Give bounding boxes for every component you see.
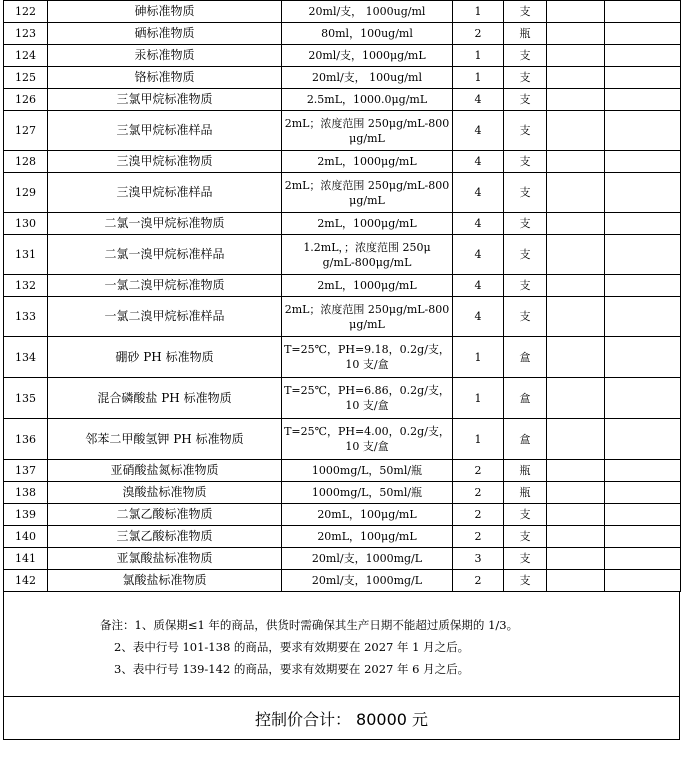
spec-line: 20mL，100μg/mL [317, 530, 417, 543]
quantity-cell: 2 [453, 482, 504, 504]
unit-cell: 盒 [504, 419, 547, 460]
spec-cell [282, 378, 453, 419]
table-row [4, 151, 681, 173]
empty-cell [547, 504, 605, 526]
table-row [4, 378, 681, 419]
spec-cell [282, 337, 453, 378]
quantity-cell: 4 [453, 111, 504, 151]
row-number-cell: 131 [4, 235, 48, 275]
product-name-cell: 三氯乙酸标准物质 [48, 526, 282, 548]
unit-cell: 支 [504, 151, 547, 173]
unit-cell: 支 [504, 45, 547, 67]
spec-cell [282, 504, 453, 526]
product-name-cell: 三氯甲烷标准样品 [48, 111, 282, 151]
row-number-cell: 135 [4, 378, 48, 419]
empty-cell [605, 23, 681, 45]
row-number-cell: 128 [4, 151, 48, 173]
table-row [4, 337, 681, 378]
empty-cell [605, 419, 681, 460]
unit-cell: 瓶 [504, 460, 547, 482]
product-name-cell: 二氯一溴甲烷标准样品 [48, 235, 282, 275]
empty-cell [547, 482, 605, 504]
table-row [4, 526, 681, 548]
table-row [4, 45, 681, 67]
quantity-cell: 4 [453, 151, 504, 173]
spec-cell [282, 67, 453, 89]
spec-line: 2mL；浓度范围 250μg/mL-800 [284, 178, 450, 192]
unit-cell: 支 [504, 89, 547, 111]
spec-cell [282, 45, 453, 67]
product-name-cell: 溴酸盐标准物质 [48, 482, 282, 504]
empty-cell [605, 275, 681, 297]
spec-cell [282, 23, 453, 45]
quantity-cell: 1 [453, 419, 504, 460]
empty-cell [605, 460, 681, 482]
spec-line: 2mL，1000μg/mL [317, 155, 417, 168]
spec-line: 20ml/支，1000μg/mL [308, 49, 426, 62]
product-name-cell: 硼砂 PH 标准物质 [48, 337, 282, 378]
spec-line: 80ml，100ug/ml [321, 27, 413, 40]
quantity-cell: 1 [453, 1, 504, 23]
empty-cell [547, 460, 605, 482]
product-name-cell: 三氯甲烷标准物质 [48, 89, 282, 111]
row-number-cell: 132 [4, 275, 48, 297]
unit-cell: 支 [504, 213, 547, 235]
table-row [4, 548, 681, 570]
spec-line: T=25℃，PH=4.00，0.2g/支， [284, 425, 450, 438]
row-number-cell: 139 [4, 504, 48, 526]
empty-cell [547, 89, 605, 111]
unit-cell: 盒 [504, 378, 547, 419]
document-page [3, 0, 680, 740]
row-number-cell: 138 [4, 482, 48, 504]
empty-cell [547, 1, 605, 23]
row-number-cell: 141 [4, 548, 48, 570]
product-name-cell: 汞标准物质 [48, 45, 282, 67]
spec-line: μg/mL [349, 317, 385, 331]
spec-line: 20ml/支，1000mg/L [311, 574, 423, 587]
notes-box [3, 592, 680, 697]
table-row [4, 504, 681, 526]
quantity-cell: 1 [453, 45, 504, 67]
empty-cell [605, 45, 681, 67]
table-row [4, 173, 681, 213]
spec-line: 1.2mL，；浓度范围 250μ [303, 240, 431, 254]
empty-cell [605, 526, 681, 548]
empty-cell [605, 297, 681, 337]
row-number-cell: 136 [4, 419, 48, 460]
unit-cell: 支 [504, 173, 547, 213]
product-name-cell: 氯酸盐标准物质 [48, 570, 282, 592]
table-row [4, 460, 681, 482]
table-row [4, 111, 681, 151]
note-line-2: 2、表中行号 101-138 的商品，要求有效期要在 2027 年 1 月之后。 [114, 640, 470, 654]
empty-cell [605, 548, 681, 570]
product-name-cell: 二氯乙酸标准物质 [48, 504, 282, 526]
table-row [4, 1, 681, 23]
product-name-cell: 三溴甲烷标准样品 [48, 173, 282, 213]
empty-cell [547, 67, 605, 89]
empty-cell [605, 570, 681, 592]
spec-line: 2mL，1000μg/mL [317, 279, 417, 292]
spec-line: 10 支/盒 [345, 399, 389, 412]
row-number-cell: 142 [4, 570, 48, 592]
product-name-cell: 亚氯酸盐标准物质 [48, 548, 282, 570]
table-row [4, 419, 681, 460]
quantity-cell: 2 [453, 504, 504, 526]
spec-cell [282, 151, 453, 173]
empty-cell [547, 297, 605, 337]
spec-line: μg/mL [349, 131, 385, 145]
spec-cell [282, 570, 453, 592]
empty-cell [605, 504, 681, 526]
quantity-cell: 4 [453, 89, 504, 111]
product-name-cell: 一氯二溴甲烷标准物质 [48, 275, 282, 297]
empty-cell [605, 67, 681, 89]
quantity-cell: 4 [453, 173, 504, 213]
empty-cell [547, 45, 605, 67]
table-row [4, 23, 681, 45]
product-name-cell: 三溴甲烷标准物质 [48, 151, 282, 173]
empty-cell [547, 570, 605, 592]
empty-cell [547, 526, 605, 548]
unit-cell: 支 [504, 297, 547, 337]
unit-cell: 瓶 [504, 23, 547, 45]
empty-cell [605, 111, 681, 151]
total-price: 控制价合计： 80000 元 [3, 697, 680, 740]
spec-line: 20ml/支，1000mg/L [311, 552, 423, 565]
row-number-cell: 126 [4, 89, 48, 111]
unit-cell: 支 [504, 67, 547, 89]
table-row [4, 89, 681, 111]
product-name-cell: 一氯二溴甲烷标准样品 [48, 297, 282, 337]
spec-line: T=25℃，PH=6.86，0.2g/支， [284, 384, 450, 397]
row-number-cell: 127 [4, 111, 48, 151]
row-number-cell: 129 [4, 173, 48, 213]
empty-cell [547, 213, 605, 235]
items-table-body [4, 1, 681, 592]
row-number-cell: 134 [4, 337, 48, 378]
spec-cell [282, 297, 453, 337]
unit-cell: 支 [504, 111, 547, 151]
empty-cell [547, 337, 605, 378]
empty-cell [547, 173, 605, 213]
empty-cell [547, 151, 605, 173]
row-number-cell: 140 [4, 526, 48, 548]
items-table [3, 0, 681, 592]
empty-cell [547, 111, 605, 151]
unit-cell: 支 [504, 235, 547, 275]
unit-cell: 支 [504, 570, 547, 592]
spec-line: μg/mL [349, 193, 385, 207]
product-name-cell: 亚硝酸盐氮标准物质 [48, 460, 282, 482]
empty-cell [605, 89, 681, 111]
quantity-cell: 2 [453, 570, 504, 592]
spec-line: 20ml/支， 100ug/ml [312, 71, 422, 84]
table-row [4, 275, 681, 297]
spec-line: 2mL；浓度范围 250μg/mL-800 [284, 116, 450, 130]
table-row [4, 297, 681, 337]
empty-cell [605, 482, 681, 504]
unit-cell: 支 [504, 504, 547, 526]
empty-cell [547, 235, 605, 275]
row-number-cell: 122 [4, 1, 48, 23]
product-name-cell: 邻苯二甲酸氢钾 PH 标准物质 [48, 419, 282, 460]
empty-cell [605, 378, 681, 419]
quantity-cell: 2 [453, 526, 504, 548]
quantity-cell: 2 [453, 23, 504, 45]
product-name-cell: 硒标准物质 [48, 23, 282, 45]
empty-cell [547, 23, 605, 45]
table-row [4, 67, 681, 89]
quantity-cell: 4 [453, 275, 504, 297]
unit-cell: 支 [504, 548, 547, 570]
table-row [4, 235, 681, 275]
quantity-cell: 1 [453, 337, 504, 378]
empty-cell [605, 235, 681, 275]
unit-cell: 支 [504, 526, 547, 548]
quantity-cell: 2 [453, 460, 504, 482]
spec-line: T=25℃，PH=9.18，0.2g/支， [284, 343, 450, 356]
spec-cell [282, 1, 453, 23]
spec-line: 10 支/盒 [345, 358, 389, 371]
spec-line: 2.5mL，1000.0μg/mL [306, 93, 428, 106]
row-number-cell: 137 [4, 460, 48, 482]
quantity-cell: 4 [453, 235, 504, 275]
quantity-cell: 4 [453, 213, 504, 235]
product-name-cell: 铬标准物质 [48, 67, 282, 89]
row-number-cell: 130 [4, 213, 48, 235]
spec-cell [282, 548, 453, 570]
quantity-cell: 1 [453, 67, 504, 89]
spec-cell [282, 235, 453, 275]
row-number-cell: 133 [4, 297, 48, 337]
spec-line: 1000mg/L，50ml/瓶 [311, 464, 423, 477]
spec-cell [282, 460, 453, 482]
spec-cell [282, 213, 453, 235]
spec-cell [282, 419, 453, 460]
spec-cell [282, 111, 453, 151]
note-line-3: 3、表中行号 139-142 的商品，要求有效期要在 2027 年 6 月之后。 [114, 662, 470, 676]
spec-line: 20mL，100μg/mL [317, 508, 417, 521]
spec-line: 2mL；浓度范围 250μg/mL-800 [284, 302, 450, 316]
table-row [4, 482, 681, 504]
spec-cell [282, 275, 453, 297]
quantity-cell: 3 [453, 548, 504, 570]
spec-line: 20ml/支， 1000ug/ml [308, 5, 426, 18]
spec-cell [282, 482, 453, 504]
unit-cell: 支 [504, 1, 547, 23]
note-line-1: 备注：1、质保期≤1 年的商品，供货时需确保其生产日期不能超过质保期的 1/3。 [100, 618, 519, 632]
unit-cell: 盒 [504, 337, 547, 378]
empty-cell [605, 337, 681, 378]
table-row [4, 213, 681, 235]
unit-cell: 支 [504, 275, 547, 297]
spec-cell [282, 89, 453, 111]
quantity-cell: 4 [453, 297, 504, 337]
quantity-cell: 1 [453, 378, 504, 419]
row-number-cell: 123 [4, 23, 48, 45]
row-number-cell: 124 [4, 45, 48, 67]
unit-cell: 瓶 [504, 482, 547, 504]
empty-cell [547, 275, 605, 297]
spec-line: g/mL-800μg/mL [322, 255, 412, 269]
spec-cell [282, 526, 453, 548]
empty-cell [605, 151, 681, 173]
empty-cell [605, 173, 681, 213]
empty-cell [547, 378, 605, 419]
empty-cell [547, 419, 605, 460]
row-number-cell: 125 [4, 67, 48, 89]
spec-cell [282, 173, 453, 213]
spec-line: 10 支/盒 [345, 440, 389, 453]
spec-line: 2mL，1000μg/mL [317, 217, 417, 230]
product-name-cell: 二氯一溴甲烷标准物质 [48, 213, 282, 235]
empty-cell [547, 548, 605, 570]
empty-cell [605, 213, 681, 235]
spec-line: 1000mg/L，50ml/瓶 [311, 486, 423, 499]
product-name-cell: 砷标准物质 [48, 1, 282, 23]
empty-cell [605, 1, 681, 23]
table-row [4, 570, 681, 592]
product-name-cell: 混合磷酸盐 PH 标准物质 [48, 378, 282, 419]
